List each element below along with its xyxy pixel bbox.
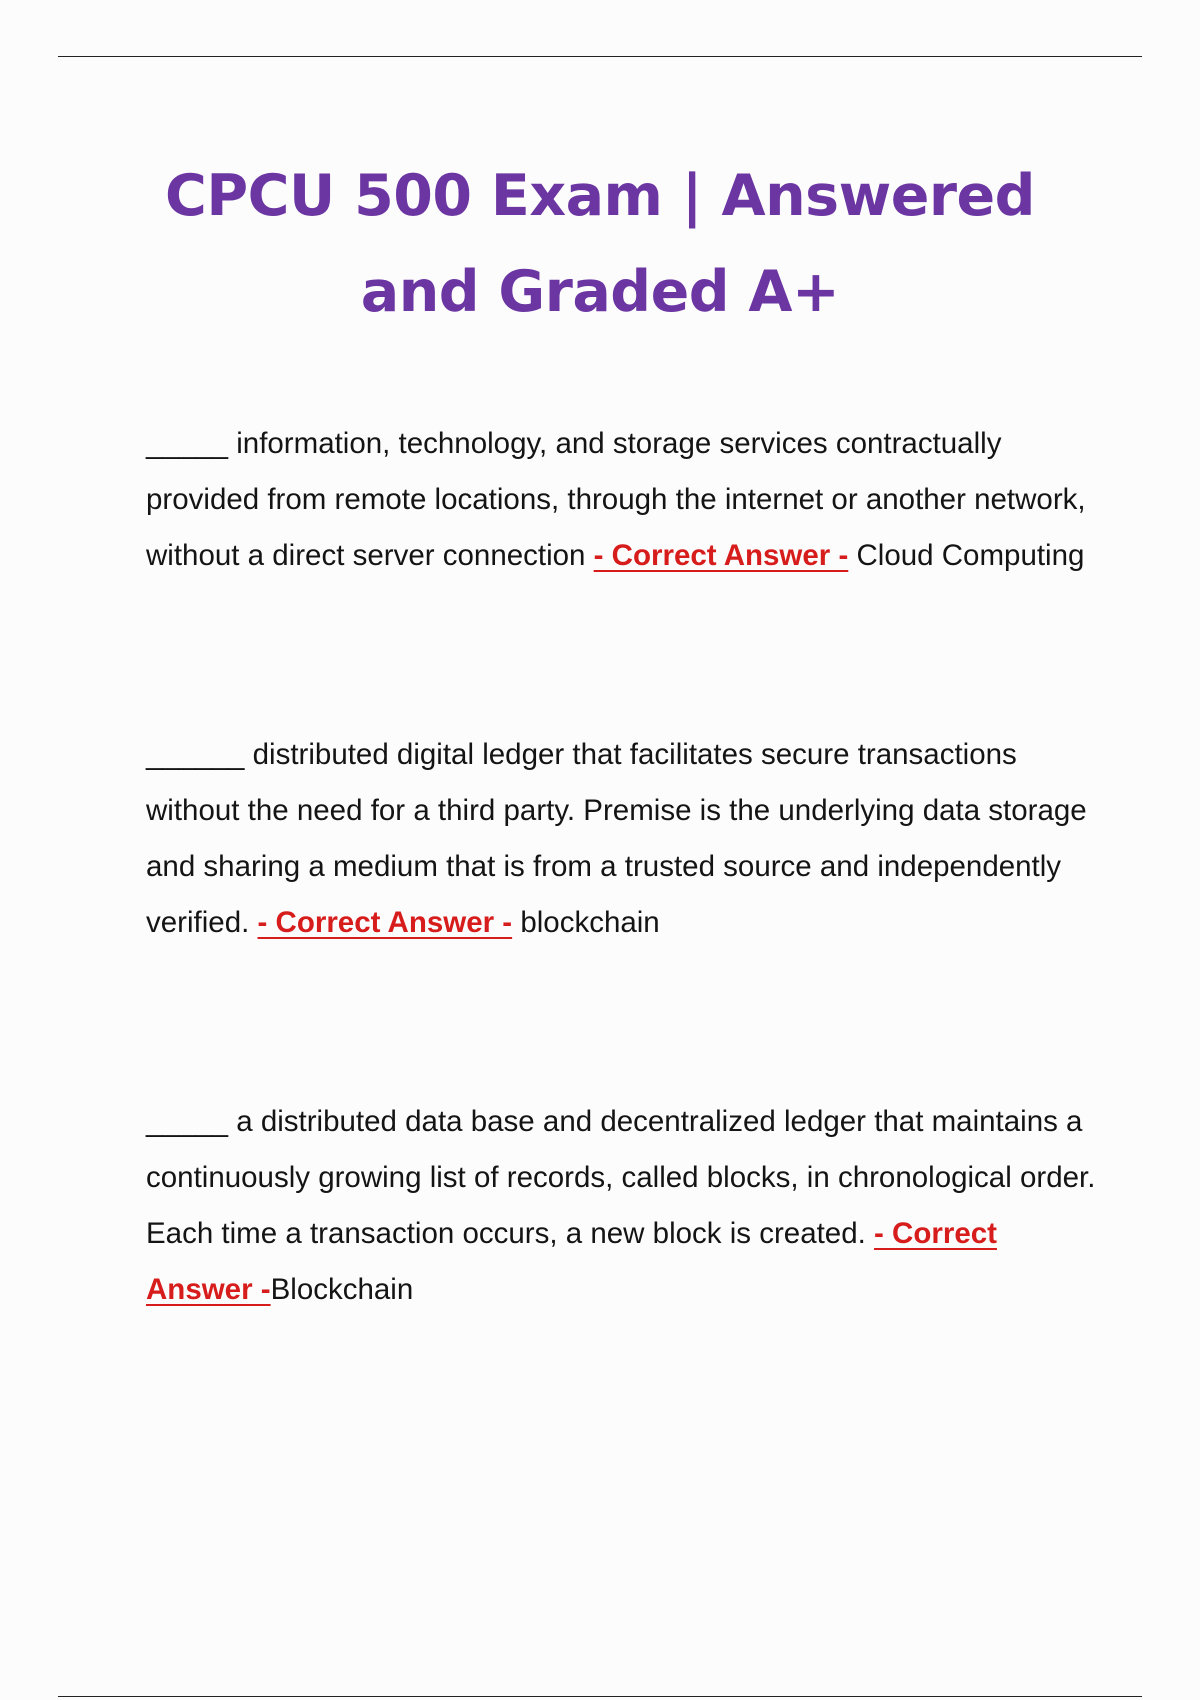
bottom-divider — [58, 1696, 1142, 1697]
answer-text: blockchain — [520, 906, 660, 939]
question-item — [146, 727, 1096, 951]
correct-answer-marker: - Correct Answer - — [257, 906, 513, 939]
question-prompt: ______ distributed digital ledger that facilitates secure transactions without the need for a third party. Premise is the underlying data storage and sharing a medium that is from a trusted source and independently verified. — [146, 738, 1087, 939]
question-prompt: _____ a distributed data base and decentralized ledger that maintains a continuously growing list of records, called blocks, in chronological order. Each time a transaction occurs, a new block is created. — [146, 1105, 1096, 1250]
question-item — [146, 1094, 1096, 1318]
question-item — [146, 416, 1096, 584]
answer-text: Cloud Computing — [856, 539, 1085, 572]
correct-answer-marker: - Correct Answer - — [146, 1217, 997, 1306]
question-prompt: _____ information, technology, and storage services contractually provided from remote locations, through the internet or another network, without a direct server connection — [146, 427, 1086, 572]
correct-answer-marker: - Correct Answer - — [593, 539, 849, 572]
top-divider — [58, 56, 1142, 57]
answer-text: Blockchain — [270, 1273, 414, 1306]
document-title: CPCU 500 Exam | Answered and Graded A+ — [165, 163, 1035, 325]
